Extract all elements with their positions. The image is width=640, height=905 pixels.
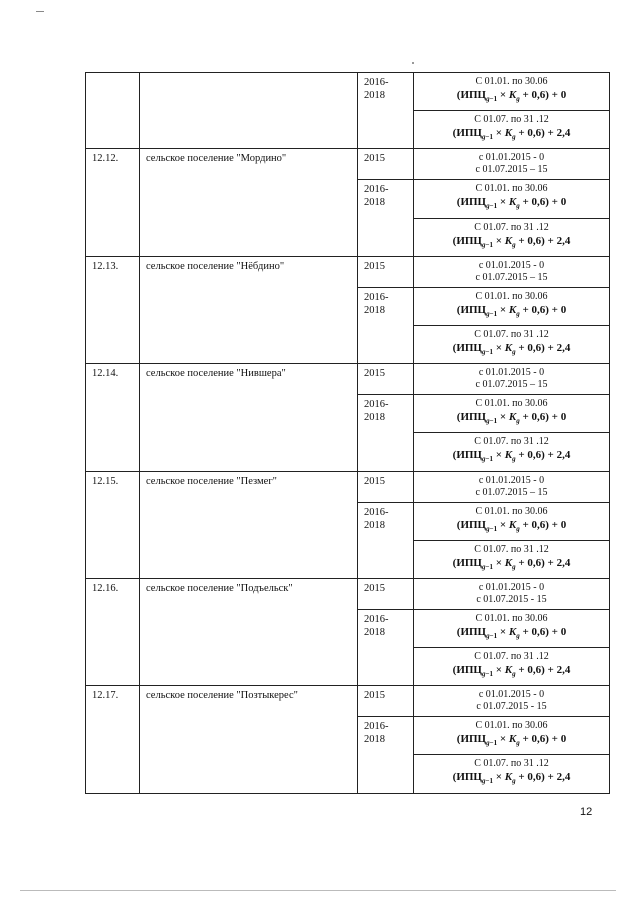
rate-dates: С 01.07. по 31 .12 <box>474 114 549 126</box>
rate-cell <box>414 717 610 755</box>
rate-cell <box>414 395 610 433</box>
row-number: 12.14. <box>86 364 140 471</box>
rate-formula: $(ИПЦ_{g-1} \times K_g + 0,6) + 2,4$ <box>452 449 571 464</box>
page-bottom-border <box>20 890 616 891</box>
year-cell: 2015 <box>358 256 414 287</box>
name-cell <box>140 73 358 149</box>
number-cell <box>86 73 140 149</box>
rate-cell <box>414 218 610 256</box>
table-row <box>86 471 610 502</box>
rate-cell <box>414 364 610 395</box>
year-cell: 2015 <box>358 686 414 717</box>
rate-formula: $(ИПЦ_{g-1} \times K_g + 0,6) + 0$ <box>456 411 567 426</box>
rate-dates: С 01.01. по 30.06 <box>475 183 548 195</box>
rate-formula: $(ИПЦ_{g-1} \times K_g + 0,6) + 2,4$ <box>452 341 571 357</box>
rate-line: с 01.07.2015 – 15 <box>475 486 548 498</box>
table-row <box>86 149 610 180</box>
year-cell: 2015 <box>358 149 414 180</box>
period-cell: 2016-2018 <box>358 180 414 256</box>
row-number: 12.17. <box>86 686 140 793</box>
rate-cell <box>414 540 610 578</box>
rate-formula: $(ИПЦ_{g-1} \times K_g + 0,6) + 0$ <box>456 733 567 748</box>
scan-mark <box>36 11 44 12</box>
row-number: 12.13. <box>86 256 140 363</box>
rate-cell <box>414 256 610 287</box>
tariff-table-body <box>86 73 610 794</box>
settlement-name: сельское поселение "Нившера" <box>140 364 358 471</box>
rate-formula: $(ИПЦ_{g-1} \times K_g + 0,6) + 2,4$ <box>452 234 571 249</box>
table-row <box>86 578 610 609</box>
rate-formula: $(ИПЦ_{g-1} \times K_g + 0,6) + 0$ <box>456 89 567 104</box>
rate-formula: $(ИПЦ_{g-1} \times K_g + 0,6) + 2,4$ <box>452 771 571 786</box>
scan-dot <box>412 62 414 64</box>
rate-cell <box>414 180 610 218</box>
period-cell: 2016-2018 <box>358 395 414 471</box>
rate-line: с 01.01.2015 - 0 <box>478 367 545 379</box>
rate-dates: С 01.01. по 30.06 <box>475 720 548 732</box>
table-row <box>86 73 610 111</box>
rate-cell <box>414 149 610 180</box>
rate-cell <box>414 502 610 540</box>
rate-cell <box>414 578 610 609</box>
rate-dates: С 01.01. по 30.06 <box>475 398 548 410</box>
period-cell: 2016-2018 <box>358 287 414 363</box>
table-row <box>86 364 610 395</box>
rate-dates: С 01.01. по 30.06 <box>475 612 548 624</box>
rate-line: с 01.01.2015 - 0 <box>478 689 545 701</box>
period-cell: 2016-2018 <box>358 717 414 793</box>
year-cell: 2015 <box>358 578 414 609</box>
table-row <box>86 686 610 717</box>
rate-line: с 01.07.2015 – 15 <box>475 379 548 391</box>
rate-formula: $(ИПЦ_{g-1} \times K_g + 0,6) + 2,4$ <box>452 556 571 571</box>
rate-formula: $(ИПЦ_{g-1} \times K_g + 0,6) + 0$ <box>456 196 567 211</box>
rate-dates: С 01.01. по 30.06 <box>475 505 548 517</box>
settlement-name: сельское поселение "Позтыкерес" <box>140 686 358 793</box>
rate-dates: С 01.01. по 30.06 <box>475 290 548 302</box>
period-cell: 2016-2018 <box>358 609 414 685</box>
rate-cell <box>414 609 610 647</box>
rate-line: с 01.07.2015 – 15 <box>475 271 548 283</box>
rate-cell <box>414 325 610 363</box>
settlement-name: сельское поселение "Мордино" <box>140 149 358 256</box>
rate-cell <box>414 755 610 793</box>
page-number: 12 <box>580 806 593 818</box>
rate-line: с 01.07.2015 – 15 <box>475 164 548 176</box>
rate-dates: С 01.07. по 31 .12 <box>474 221 549 233</box>
rate-dates: С 01.01. по 30.06 <box>475 76 548 87</box>
rate-formula: $(ИПЦ_{g-1} \times K_g + 0,6) + 0$ <box>456 518 567 533</box>
rate-cell <box>414 686 610 717</box>
settlement-name: сельское поселение "Подъельск" <box>140 578 358 685</box>
rate-line: с 01.01.2015 - 0 <box>478 581 545 593</box>
rate-dates: С 01.07. по 31 .12 <box>474 758 549 770</box>
rate-formula: $(ИПЦ_{g-1} \times K_g + 0,6) + 2,4$ <box>452 664 571 679</box>
rate-dates: С 01.07. по 31 .12 <box>474 543 549 555</box>
rate-line: с 01.01.2015 - 0 <box>478 152 545 164</box>
rate-formula: $(ИПЦ_{g-1} \times K_g + 0,6) + 0$ <box>456 303 567 318</box>
rate-line: с 01.07.2015 - 15 <box>476 701 547 713</box>
rate-cell <box>414 648 610 686</box>
rate-cell <box>414 73 610 111</box>
rate-dates: С 01.07. по 31 .12 <box>474 328 549 340</box>
settlement-name: сельское поселение "Нёбдино" <box>140 256 358 363</box>
period-cell: 2016-2018 <box>358 502 414 578</box>
row-number: 12.15. <box>86 471 140 578</box>
year-cell: 2015 <box>358 471 414 502</box>
rate-formula: $(ИПЦ_{g-1} \times K_g + 0,6) + 0$ <box>456 625 567 641</box>
rate-cell <box>414 287 610 325</box>
period-cell: 2016-2018 <box>358 73 414 149</box>
row-number: 12.16. <box>86 578 140 685</box>
rate-line: с 01.07.2015 - 15 <box>476 593 547 605</box>
rate-line: с 01.01.2015 - 0 <box>478 474 545 486</box>
settlement-name: сельское поселение "Пезмег" <box>140 471 358 578</box>
rate-line: с 01.01.2015 - 0 <box>478 259 545 271</box>
year-cell: 2015 <box>358 364 414 395</box>
tariff-table <box>85 72 610 794</box>
rate-formula: $(ИПЦ_{g-1} \times K_g + 0,6) + 2,4$ <box>452 127 571 142</box>
rate-dates: С 01.07. по 31 .12 <box>474 651 549 663</box>
table-row <box>86 256 610 287</box>
row-number: 12.12. <box>86 149 140 256</box>
rate-cell <box>414 111 610 149</box>
rate-cell <box>414 471 610 502</box>
rate-dates: С 01.07. по 31 .12 <box>474 436 549 448</box>
rate-cell <box>414 433 610 471</box>
